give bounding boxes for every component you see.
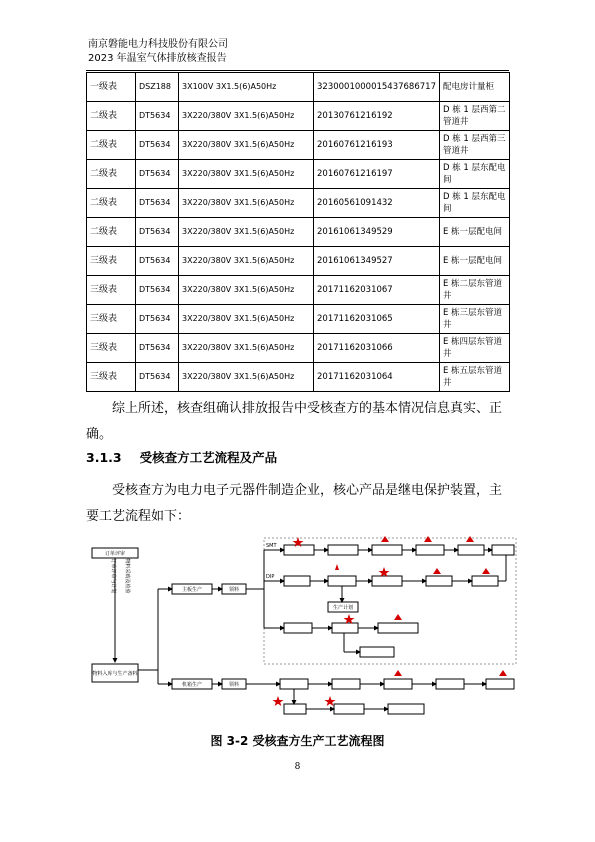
meter-model-cell: DT5634 bbox=[136, 363, 179, 392]
process-intro-paragraph: 受核查方为电力电子元器件制造企业，核心产品是继电保护装置，主要工艺流程如下： bbox=[86, 483, 503, 524]
meter-level-cell: 二级表 bbox=[87, 189, 136, 218]
svg-text:订单评审: 订单评审 bbox=[104, 551, 126, 557]
meter-table-row bbox=[87, 247, 510, 276]
meter-model-cell: DT5634 bbox=[136, 160, 179, 189]
meter-location-cell: E 栋一层配电间 bbox=[439, 247, 509, 276]
meter-table-row bbox=[87, 334, 510, 363]
meter-level-cell: 二级表 bbox=[87, 218, 136, 247]
meter-spec-cell: 3X220/380V 3X1.5(6)A50Hz bbox=[179, 363, 314, 392]
meter-table bbox=[86, 72, 510, 392]
meter-model-cell: DT5634 bbox=[136, 334, 179, 363]
meter-serial-cell: 20160761216197 bbox=[314, 160, 440, 189]
meter-spec-cell: 3X220/380V 3X1.5(6)A50Hz bbox=[179, 102, 314, 131]
header-rule bbox=[86, 70, 509, 71]
meter-level-cell: 三级表 bbox=[87, 334, 136, 363]
meter-model-cell: DT5634 bbox=[136, 131, 179, 160]
meter-serial-cell: 3230001000015437686717 bbox=[314, 73, 440, 102]
meter-level-cell: 二级表 bbox=[87, 102, 136, 131]
svg-text:物料采购及检验: 物料采购及检验 bbox=[124, 558, 130, 594]
meter-table-row bbox=[87, 305, 510, 334]
header-company: 南京磐能电力科技股份有限公司 bbox=[88, 39, 228, 50]
meter-serial-cell: 20161061349529 bbox=[314, 218, 440, 247]
meter-spec-cell: 3X220/380V 3X1.5(6)A50Hz bbox=[179, 305, 314, 334]
meter-level-cell: 三级表 bbox=[87, 276, 136, 305]
meter-serial-cell: 20171162031065 bbox=[314, 305, 440, 334]
meter-serial-cell: 20171162031064 bbox=[314, 363, 440, 392]
meter-model-cell: DT5634 bbox=[136, 247, 179, 276]
meter-table-row bbox=[87, 189, 510, 218]
meter-serial-cell: 20160561091432 bbox=[314, 189, 440, 218]
meter-table-row bbox=[87, 276, 510, 305]
meter-table-row bbox=[87, 102, 510, 131]
meter-level-cell: 一级表 bbox=[87, 73, 136, 102]
meter-level-cell: 二级表 bbox=[87, 131, 136, 160]
meter-serial-cell: 20161061349527 bbox=[314, 247, 440, 276]
meter-location-cell: D 栋 1 层西第二管道井 bbox=[439, 102, 509, 131]
main-line-frame bbox=[264, 538, 516, 664]
meter-spec-cell: 3X220/380V 3X1.5(6)A50Hz bbox=[179, 189, 314, 218]
meter-serial-cell: 20160761216193 bbox=[314, 131, 440, 160]
meter-location-cell: D 栋 1 层东配电间 bbox=[439, 189, 509, 218]
svg-text:机箱生产: 机箱生产 bbox=[181, 682, 203, 688]
meter-level-cell: 三级表 bbox=[87, 247, 136, 276]
meter-level-cell: 三级表 bbox=[87, 363, 136, 392]
meter-spec-cell: 3X220/380V 3X1.5(6)A50Hz bbox=[179, 247, 314, 276]
meter-location-cell: E 栋三层东管道井 bbox=[439, 305, 509, 334]
meter-spec-cell: 3X220/380V 3X1.5(6)A50Hz bbox=[179, 160, 314, 189]
process-flow-figure bbox=[88, 536, 520, 726]
page-number: 8 bbox=[294, 762, 301, 772]
svg-text:领料: 领料 bbox=[228, 587, 240, 593]
meter-location-cell: D 栋 1 层西第三管道井 bbox=[439, 131, 509, 160]
meter-location-cell: E 栋五层东管道井 bbox=[439, 363, 509, 392]
svg-text:SMT: SMT bbox=[266, 543, 277, 549]
meter-spec-cell: 3X220/380V 3X1.5(6)A50Hz bbox=[179, 276, 314, 305]
meter-table-body bbox=[87, 73, 510, 392]
section-title: 受核查方工艺流程及产品 bbox=[139, 450, 278, 465]
svg-text:物料入库与生产备料: 物料入库与生产备料 bbox=[92, 671, 138, 677]
meter-serial-cell: 20130761216192 bbox=[314, 102, 440, 131]
meter-location-cell: E 栋一层配电间 bbox=[439, 218, 509, 247]
meter-table-row bbox=[87, 363, 510, 392]
meter-serial-cell: 20171162031066 bbox=[314, 334, 440, 363]
meter-model-cell: DT5634 bbox=[136, 276, 179, 305]
meter-location-cell: E 栋四层东管道井 bbox=[439, 334, 509, 363]
meter-location-cell: D 栋 1 层东配电间 bbox=[439, 160, 509, 189]
header-report-title: 2023 年温室气体排放核查报告 bbox=[88, 53, 227, 64]
meter-serial-cell: 20171162031067 bbox=[314, 276, 440, 305]
meter-level-cell: 二级表 bbox=[87, 160, 136, 189]
meter-model-cell: DSZ188 bbox=[136, 73, 179, 102]
meter-location-cell: 配电房计量柜 bbox=[439, 73, 509, 102]
meter-model-cell: DT5634 bbox=[136, 189, 179, 218]
meter-table-row bbox=[87, 218, 510, 247]
section-number: 3.1.3 bbox=[86, 450, 122, 465]
svg-text:生产计划: 生产计划 bbox=[332, 605, 354, 611]
meter-spec-cell: 3X220/380V 3X1.5(6)A50Hz bbox=[179, 218, 314, 247]
meter-spec-cell: 3X100V 3X1.5(6)A50Hz bbox=[179, 73, 314, 102]
meter-spec-cell: 3X220/380V 3X1.5(6)A50Hz bbox=[179, 131, 314, 160]
conclusion-paragraph: 综上所述，核查组确认排放报告中受核查方的基本情况信息真实、正确。 bbox=[86, 401, 503, 442]
section-heading bbox=[86, 448, 295, 466]
meter-table-row bbox=[87, 73, 510, 102]
meter-table-row bbox=[87, 131, 510, 160]
svg-text:领料: 领料 bbox=[228, 682, 240, 688]
meter-level-cell: 三级表 bbox=[87, 305, 136, 334]
meter-table-row bbox=[87, 160, 510, 189]
meter-model-cell: DT5634 bbox=[136, 218, 179, 247]
meter-spec-cell: 3X220/380V 3X1.5(6)A50Hz bbox=[179, 334, 314, 363]
svg-text:DIP: DIP bbox=[266, 574, 275, 580]
svg-text:主板生产: 主板生产 bbox=[181, 587, 203, 593]
figure-caption: 图 3-2 受核查方生产工艺流程图 bbox=[210, 734, 385, 748]
meter-model-cell: DT5634 bbox=[136, 102, 179, 131]
meter-model-cell: DT5634 bbox=[136, 305, 179, 334]
page-header bbox=[88, 38, 228, 66]
meter-location-cell: E 栋二层东管道井 bbox=[439, 276, 509, 305]
svg-text:订单评审与计划: 订单评审与计划 bbox=[110, 558, 116, 594]
